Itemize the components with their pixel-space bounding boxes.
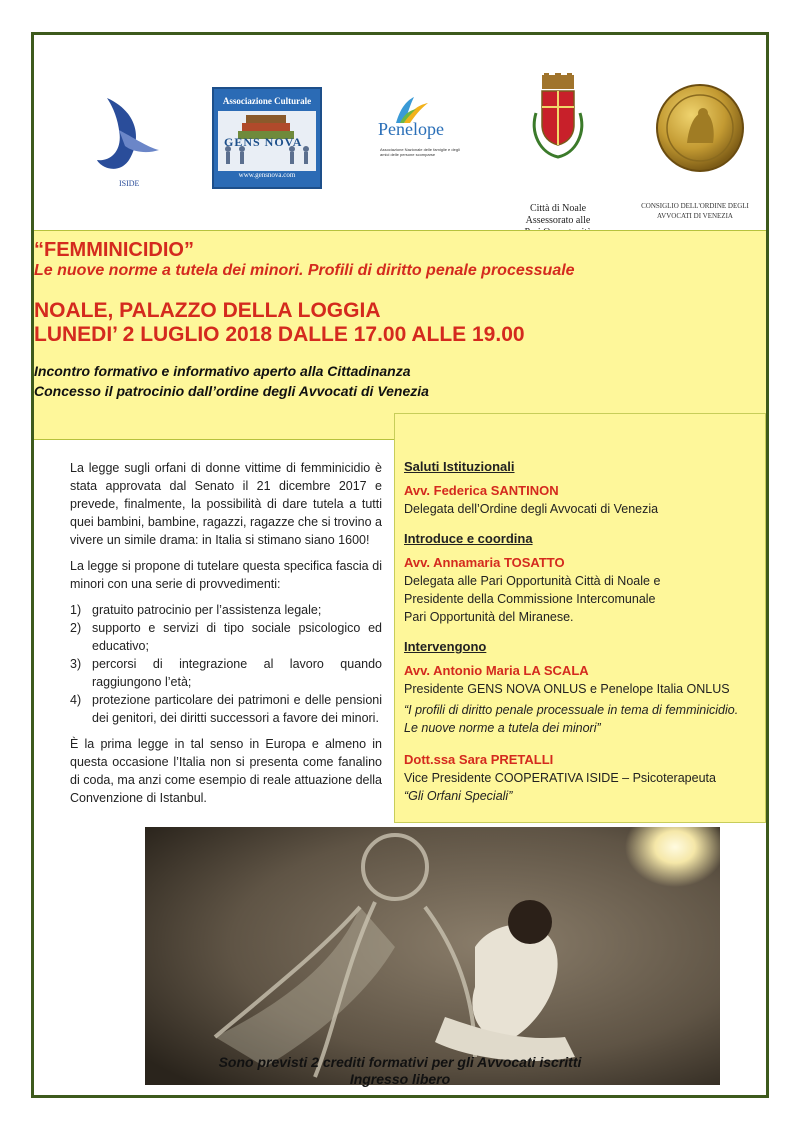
body-paragraph-1: La legge sugli orfani di donne vittime di femminicidio è stata approvata dal Senato il 21 dicembre 2017 e prevede, finalmente, la possibilità di dare tutela a tutti quei bambini, bambine, ragazzi, ragazze che si trovino a vivere un simile drama: in Italia si stimano siano 1600! — [70, 461, 382, 547]
event-title: “FEMMINICIDIO” — [34, 239, 194, 261]
body-paragraph-3: È la prima legge in tal senso in Europa e almeno in questa occasione l’Italia non si presenta come fanalino di coda, ma anzi come esempio di reale attuazione della Convenzione di Istanbul. — [70, 737, 382, 805]
noale-line-1: Città di Noale — [529, 203, 587, 214]
speaker-role-line: Pari Opportunità del Miranese. — [404, 610, 574, 624]
speaker-role: Vice Presidente COOPERATIVA ISIDE – Psicoterapeuta — [404, 771, 716, 785]
program-section-introduce — [404, 530, 765, 626]
section-heading: Saluti Istituzionali — [404, 459, 515, 474]
ordine-line-1: CONSIGLIO DELL'ORDINE DEGLI — [641, 202, 749, 210]
speaker-role-line: Delegata alle Pari Opportunità Città di Noale e — [404, 574, 661, 588]
list-number: 1) — [70, 603, 82, 617]
list-text: protezione particolare dei patrimoni e delle pensioni dei genitori, dei diritti successori a favore dei minori. — [92, 693, 382, 725]
speaker-name: Avv. Federica SANTINON — [404, 483, 559, 498]
section-heading: Intervengono — [404, 639, 487, 654]
speaker-role: Delegata dell’Ordine degli Avvocati di Venezia — [404, 502, 659, 516]
noale-line-2: Assessorato alle — [525, 215, 591, 226]
poster-frame — [31, 32, 769, 1098]
penelope-subtitle: Associazione Nazionale delle famiglie e degli amici delle persone scomparse — [380, 147, 460, 157]
gens-nova-header: Associazione Culturale — [218, 93, 316, 109]
logos-row — [34, 35, 766, 230]
crest-icon — [528, 73, 588, 163]
speaker-name: Avv. Annamaria TOSATTO — [404, 555, 565, 570]
gens-nova-url: www.gensnova.com — [238, 171, 296, 179]
body-paragraph-2: La legge si propone di tutelare questa specifica fascia di minori con una serie di provvedimenti: — [70, 559, 382, 591]
speaker-role-line: Presidente della Commissione Intercomunale — [404, 592, 656, 606]
gens-nova-logo — [212, 87, 322, 189]
program-section-intervengono — [404, 638, 765, 805]
list-item — [70, 601, 382, 619]
list-text: percorsi di integrazione al lavoro quando raggiungono l’età; — [92, 657, 382, 689]
ordine-line-2: AVVOCATI DI VENEZIA — [657, 212, 733, 220]
program-box — [394, 413, 766, 823]
list-number: 4) — [70, 693, 82, 707]
penelope-logo — [374, 95, 464, 175]
medal-icon — [655, 83, 745, 173]
ordine-avvocati-logo — [630, 83, 750, 223]
list-item — [70, 655, 382, 691]
svg-text:ISIDE: ISIDE — [119, 179, 140, 188]
child-photo — [145, 827, 720, 1085]
iside-logo — [89, 90, 169, 190]
speaker-name: Dott.ssa Sara PRETALLI — [404, 752, 554, 767]
section-heading: Introduce e coordina — [404, 531, 533, 546]
speaker-role: Presidente GENS NOVA ONLUS e Penelope Italia ONLUS — [404, 682, 730, 696]
talk-title: “Gli Orfani Speciali” — [404, 789, 513, 803]
list-item — [70, 691, 382, 727]
event-subtitle: Le nuove norme a tutela dei minori. Profili di diritto penale processuale — [34, 262, 575, 279]
noale-crest-logo — [508, 73, 608, 226]
gens-nova-name: GENS NOVA — [224, 135, 303, 149]
list-item — [70, 619, 382, 655]
event-venue: NOALE, PALAZZO DELLA LOGGIA — [34, 299, 381, 322]
body-text — [70, 459, 382, 815]
footer-credits: Sono previsti 2 crediti formativi per gli Avvocati iscritti — [218, 1054, 582, 1070]
ordine-caption — [630, 201, 760, 221]
list-number: 3) — [70, 657, 82, 671]
speaker-name: Avv. Antonio Maria LA SCALA — [404, 663, 589, 678]
talk-title-line: Le nuove norme a tutela dei minori” — [404, 721, 601, 735]
footer-entry: Ingresso libero — [349, 1071, 451, 1087]
list-text: gratuito patrocinio per l’assistenza legale; — [92, 603, 322, 617]
talk-title-line: “I profili di diritto penale processuale in tema di femminicidio. — [404, 703, 739, 717]
event-note-1: Incontro formativo e informativo aperto alla Cittadinanza — [34, 363, 411, 379]
event-note-2: Concesso il patrocinio dall’ordine degli Avvocati di Venezia — [34, 383, 429, 399]
event-datetime: LUNEDI’ 2 LUGLIO 2018 DALLE 17.00 ALLE 19.00 — [34, 323, 525, 346]
penelope-name: Penelope — [378, 119, 444, 139]
list-number: 2) — [70, 621, 82, 635]
list-text: supporto e servizi di tipo sociale psicologico ed educativo; — [92, 621, 382, 653]
program-section-saluti — [404, 458, 765, 518]
provisions-list — [70, 601, 382, 727]
